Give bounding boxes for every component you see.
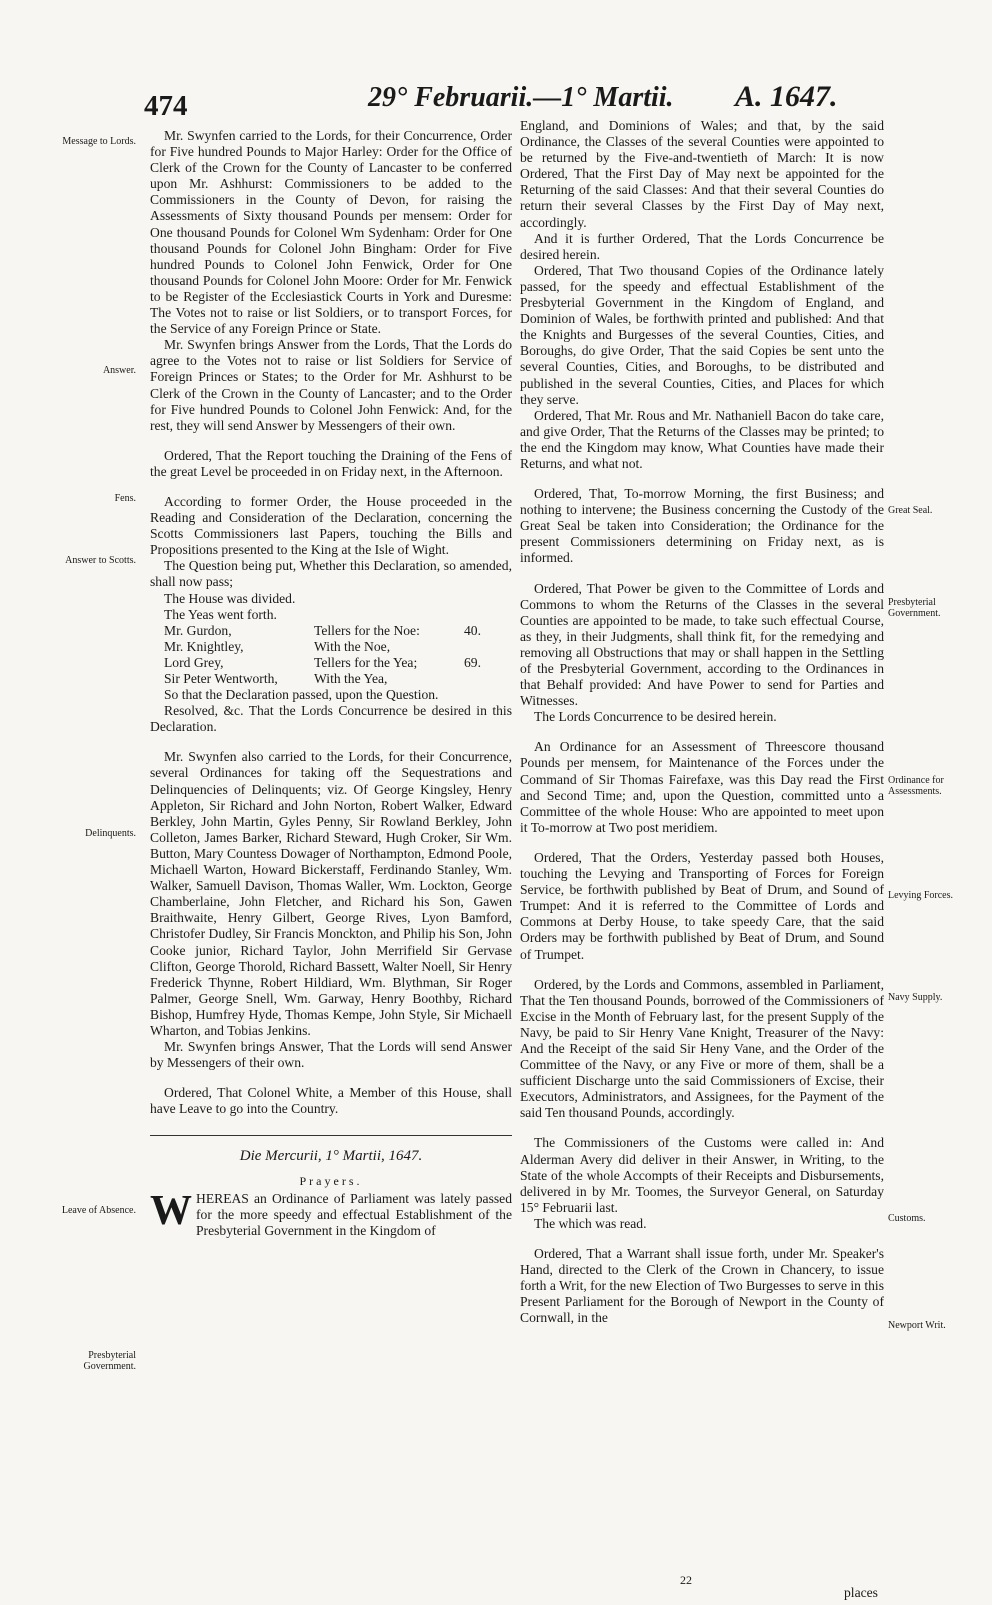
paragraph-two-thousand-copies: Ordered, That Two thousand Copies of the Ordinance lately passed, for the speedy and effectual Establishment of the Presbyterial Government in the Kingdom of England, and Dominion of Wales, be forthwith printed and published: And that the Knights and Burgesses of the several Counties, Cities, and Boroughs, do give Order, That the said Copies be sent unto the several Counties, Cities, and Boroughs, to be distributed and published in the several Counties, Cities, and Places for which they serve. [520, 262, 884, 407]
teller-name: Mr. Knightley, [164, 638, 244, 654]
teller-role: Tellers for the Yea; [314, 654, 418, 670]
margin-note-leave-of-absence: Leave of Absence. [61, 1205, 136, 1216]
running-title: 29° Februarii.—1° Martii. [368, 82, 674, 113]
drop-cap-letter: W [150, 1187, 192, 1234]
paragraph-newport-warrant: Ordered, That a Warrant shall issue forth, under Mr. Speaker's Hand, directed to the Clerk of the Crown in Chancery, to issue forth a Writ, for the new Election of Two Burgesses to serve in this Present Parliament for the Borough of Newport in the County of Cornwall, in the [520, 1246, 884, 1326]
paragraph-whereas-text: HEREAS an Ordinance of Parliament was lately passed for the more speedy and effectual Establishment of the Presbyterial Government in the Kingdom of [196, 1190, 512, 1238]
teller-count: 69. [464, 654, 481, 670]
paragraph-yeas-went-forth: The Yeas went forth. [164, 606, 277, 622]
paragraph-lords-concurrence: The Lords Concurrence to be desired herein. [534, 709, 777, 725]
paragraph-answer: Mr. Swynfen brings Answer from the Lords, That the Lords do agree to the Votes not to raise or list Soldiers for Service of Foreign Princes or States; to the Order for Mr. Ashhurst to be Clerk of the Crown in the County of Lancaster; and to the Order for Five hundred Pounds to Colonel John Fenwick: And, for the rest, they will send Answer by Messengers of their own. [150, 337, 512, 433]
tellers-row [164, 655, 512, 671]
tellers-row [164, 623, 512, 639]
paragraph-declaration-passed: So that the Declaration passed, upon the Question. [164, 687, 439, 703]
tellers-row [164, 639, 512, 655]
paragraph-resolved: Resolved, &c. That the Lords Concurrence be desired in this Declaration. [150, 703, 512, 735]
paragraph-classes-return: England, and Dominions of Wales; and that, by the said Ordinance, the Classes of the several Counties were appointed to be returned by the Five-and-twentieth of March: It is now Ordered, That the First Day of May next be appointed for the Returning of the said Classes: And that their several Counties do return their several Classes by the First Day of May next, accordingly. [520, 118, 884, 230]
teller-role: With the Yea, [314, 671, 388, 686]
margin-note-ordinance-for-assessments: Ordinance for Assessments. [888, 775, 944, 797]
paragraph-further-ordered: And it is further Ordered, That the Lords Concurrence be desired herein. [520, 230, 884, 262]
paragraph-navy-supply: Ordered, by the Lords and Commons, assembled in Parliament, That the Ten thousand Pounds, borrowed of the Commissioners of Excise in the Month of February last, for the present Supply of the Navy, be paid to Sir Henry Vane Knight, Treasurer of the Navy: And the Receipt of the said Sir Heny Vane, and the Order of the Committee of the Navy, or any Five or more of them, shall be a sufficient Discharge unto the said Commissioners of Excise, their Executors, Administrators, and Assignees, for the Payment of the said Ten thousand Pounds, accordingly. [520, 976, 884, 1121]
paragraph-levying-forces: Ordered, That the Orders, Yesterday passed both Houses, touching the Levying and Transporting of Forces for Foreign Service, be forthwith published by Beat of Drum, and Sound of Trumpet: And it is referred to the Committee of Lords and Commons at Derby House, to take speedy Care, that the said Orders may be forthwith published by Beat of Drum, and Sound of Trumpet. [520, 849, 884, 962]
day-heading: Die Mercurii, 1° Martii, 1647. [239, 1148, 423, 1165]
running-header [0, 68, 992, 122]
teller-count [464, 639, 494, 655]
margin-note-answer-to-scotts: Answer to Scotts. [65, 555, 136, 566]
section-divider [150, 1135, 512, 1136]
paragraph-question: The Question being put, Whether this Declaration, so amended, shall now pass; [150, 558, 512, 590]
paragraph-message-to-lords: Mr. Swynfen carried to the Lords, for their Concurrence, Order for Five hundred Pounds to Major Harley: Order for the Office of Clerk of the Crown for the County of Lancaster to be conferred upon Mr. Ashhurst: Commissioners to be added to the Commissioners in the County of Devon, for raising the Assessments of Sixty thousand Pounds per mensem: Order for One thousand Pounds for Colonel Wm Sydenham: Order for One thousand Pounds for Colonel John Bingham: Order for Five hundred Pounds to Colonel John Fenwick, Order for One thousand Pounds for Colonel John Moore: Order for Mr. Fenwick to be Register of the Ecclesiastick Courts in York and Duresme: The Votes not to raise or list Soldiers, or to transport Forces, for the Service of any Foreign Prince or State. [150, 128, 512, 337]
paragraph-committee-power: Ordered, That Power be given to the Committee of Lords and Commons to whom the Returns of the Classes in the several Counties are appointed to be made, to take such effectual Course, as they, in their Judgments, shall think fit, for the remedying and removing all Obstructions that may or shall happen in the Settling of the Presbyterial Government, according to the Ordinances in that Behalf provided: And have Power to send for Parties and Witnesses. [520, 580, 884, 709]
paragraph-answer-messengers: Mr. Swynfen brings Answer, That the Lords will send Answer by Messengers of their own. [150, 1039, 512, 1071]
paragraph-fens: Ordered, That the Report touching the Draining of the Fens of the great Level be proceeded in on Friday next, in the Afternoon. [150, 447, 512, 479]
margin-note-fens: Fens. [114, 493, 136, 504]
teller-count [464, 671, 494, 687]
teller-name: Mr. Gurdon, [164, 622, 232, 638]
teller-role: With the Noe, [314, 638, 391, 654]
margin-note-presbyterial-government-right: Presbyterial Government. [888, 597, 941, 619]
running-year: A. 1647. [735, 80, 838, 113]
paragraph-scotts-declaration: According to former Order, the House proceeded in the Reading and Consideration of the Declaration, concerning the Scotts Commissioners last Papers, touching the Bills and Propositions presented to the King at the Isle of Wight. [150, 493, 512, 558]
paragraph-delinquents: Mr. Swynfen also carried to the Lords, for their Concurrence, several Ordinances for taking off the Sequestrations and Delinquencies of Delinquents; viz. Of George Kingsley, Henry Appleton, Sir Richard and John Norton, Robert Walker, Edward Berkley, John Martin, Gyles Penny, Sir Rowland Berkley, John Colleton, James Barker, Richard Steward, Hugh Croker, Sir Wm. Button, Mary Countess Dowager of Northampton, Edmond Poole, Michaell Warton, Howard Bickerstaff, Ferdinando Stanley, Wm. Walker, Samuell Davison, Thomas Waller, Wm. Lockton, George Chamberlaine, John Fletcher, and Richard his Son, Gawen Braithwaite, Henry Gilbert, George Rives, Lyon Bamford, Christofer Dudley, Sir Francis Monckton, and Philip his Son, John Cooke junior, Richard Taylor, John Merrifield Sir Gervase Clifton, George Thorold, Richard Bassett, Walter Noell, Sir Henry Frederick Thynne, Robert Hildiard, Wm. Blythman, Sir Roger Palmer, George Snell, Wm. Garway, Henry Boothby, Richard Bishop, Humfrey Hyde, Thomas Kempe, John Style, Sir Michaell Wharton, and Tobias Jenkins. [150, 749, 512, 1038]
tellers-row [164, 671, 512, 687]
paragraph-leave-of-absence: Ordered, That Colonel White, a Member of this House, shall have Leave to go into the Country. [150, 1085, 512, 1117]
margin-note-presbyterial-government: Presbyterial Government. [83, 1350, 136, 1372]
margin-note-navy-supply: Navy Supply. [888, 992, 943, 1003]
teller-name: Sir Peter Wentworth, [164, 671, 278, 686]
tellers-table [164, 623, 512, 687]
paragraph-great-seal: Ordered, That, To-morrow Morning, the first Business; and nothing to intervene; the Business concerning the Custody of the Great Seal be taken into Consideration; the Ordinance for the present Commissioners determining on Friday next, as is informed. [520, 486, 884, 566]
paragraph-whereas [150, 1187, 512, 1239]
paragraph-assessment-ordinance: An Ordinance for an Assessment of Threescore thousand Pounds per mensem, for Maintenance of the Forces under the Command of Sir Thomas Fairefaxe, was this Day read the First and Second Time; and, upon the Question, committed unto a Committee of the whole House: Who are appointed to meet upon it To-morrow at Two post meridiem. [520, 739, 884, 835]
signature-mark: 22 [680, 1573, 692, 1587]
teller-count: 40. [464, 622, 481, 638]
paragraph-which-was-read: The which was read. [534, 1215, 647, 1231]
paragraph-rous-bacon: Ordered, That Mr. Rous and Mr. Nathaniell Bacon do take care, and give Order, That the Returns of the Classes may be printed; to the end the Kingdom may know, What Counties have made their Returns, and what not. [520, 407, 884, 471]
margin-note-message-to-lords: Message to Lords. [62, 136, 136, 147]
prayers-heading: Prayers. [299, 1173, 363, 1188]
margin-note-newport-writ: Newport Writ. [888, 1320, 946, 1331]
paragraph-house-divided: The House was divided. [164, 590, 296, 606]
right-column [520, 118, 884, 1326]
margin-note-customs: Customs. [888, 1213, 926, 1224]
left-column [150, 128, 512, 1239]
page-number: 474 [144, 90, 188, 122]
margin-note-delinquents: Delinquents. [85, 828, 136, 839]
margin-note-answer: Answer. [102, 365, 136, 376]
margin-note-levying-forces: Levying Forces. [888, 890, 953, 901]
margin-note-great-seal: Great Seal. [888, 505, 933, 516]
teller-role: Tellers for the Noe: [314, 622, 420, 638]
catchword: places [844, 1585, 878, 1600]
paragraph-customs: The Commissioners of the Customs were called in: And Alderman Avery did deliver in their Answer, in Writing, to the State of the whole Accompts of their Receipts and Disbursements, delivered in by Mr. Toomes, the Surveyor General, on Saturday 15° Februarii last. [520, 1135, 884, 1215]
teller-name: Lord Grey, [164, 654, 224, 670]
